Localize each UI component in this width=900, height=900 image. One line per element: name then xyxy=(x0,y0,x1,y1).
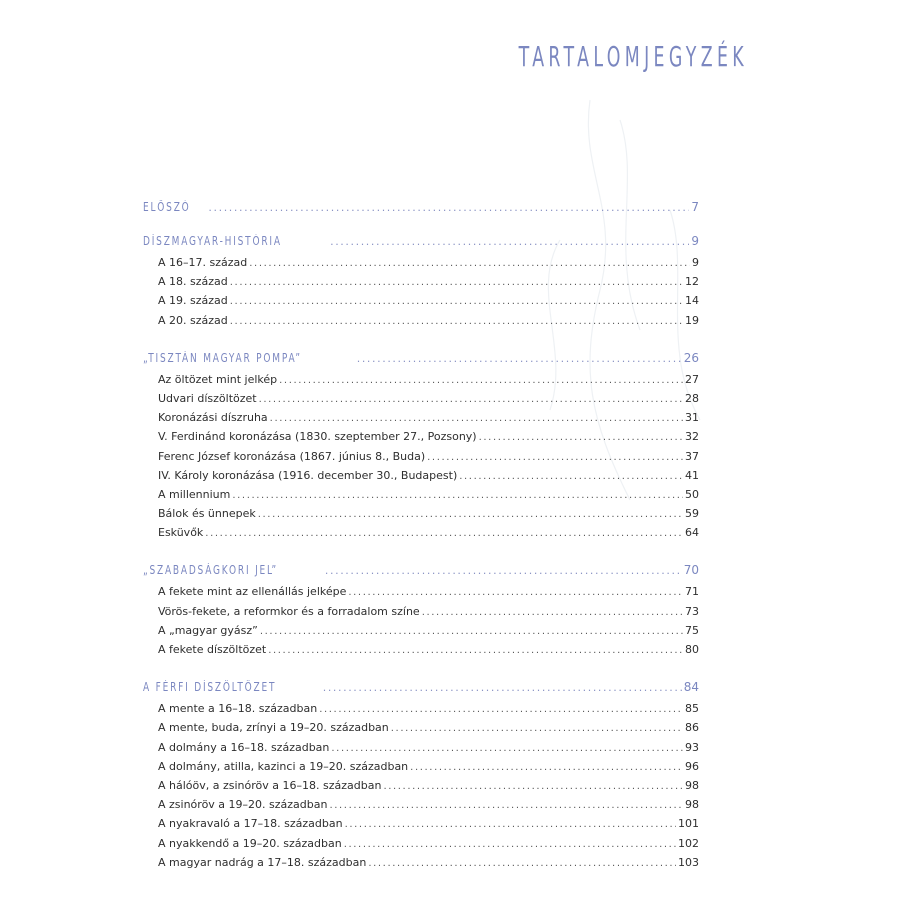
section-title: IV. Károly koronázása (1916. december 30., Budapest) xyxy=(158,468,458,482)
toc-section-row[interactable] xyxy=(143,798,699,817)
chapter-title: A FÉRFI DÍSZÖLTÖZET xyxy=(143,680,277,695)
toc-section-row[interactable] xyxy=(143,411,699,430)
section-page-number: 96 xyxy=(685,759,699,773)
section-page-number: 32 xyxy=(685,430,699,444)
dot-leader xyxy=(268,645,683,656)
chapter-sections xyxy=(143,256,699,333)
section-title: A „magyar gyász” xyxy=(158,623,258,637)
chapter-page-number: 7 xyxy=(691,200,699,214)
toc-chapter-row[interactable] xyxy=(143,200,699,216)
section-page-number: 27 xyxy=(685,372,699,386)
dot-leader xyxy=(383,781,683,792)
chapter-page-number: 84 xyxy=(683,680,699,695)
chapter-page-number: 9 xyxy=(691,234,699,248)
toc-section-row[interactable] xyxy=(143,837,699,856)
section-title: Koronázási díszruha xyxy=(158,411,268,425)
section-page-number: 37 xyxy=(685,449,699,463)
section-page-number: 28 xyxy=(685,391,699,405)
toc-section-row[interactable] xyxy=(143,526,699,545)
page-title: TARTALOMJEGYZÉK xyxy=(518,40,748,73)
toc-section-row[interactable] xyxy=(143,488,699,507)
section-title: Udvari díszöltözet xyxy=(158,391,257,405)
dot-leader xyxy=(368,858,676,869)
toc-section-row[interactable] xyxy=(143,856,699,875)
section-title: A 18. század xyxy=(158,275,228,289)
dot-leader xyxy=(459,471,683,482)
dot-leader xyxy=(422,607,683,618)
dot-leader xyxy=(232,490,683,501)
toc-section-row[interactable] xyxy=(143,392,699,411)
section-page-number: 59 xyxy=(685,507,699,521)
dot-leader xyxy=(329,800,683,811)
toc-chapter-row[interactable] xyxy=(143,351,699,367)
dot-leader xyxy=(348,587,683,598)
dot-leader xyxy=(270,413,683,424)
section-page-number: 85 xyxy=(685,702,699,716)
toc-section-row[interactable] xyxy=(143,585,699,604)
toc-section-row[interactable] xyxy=(143,469,699,488)
section-page-number: 14 xyxy=(685,294,699,308)
dot-leader xyxy=(331,743,683,754)
toc-section-row[interactable] xyxy=(143,741,699,760)
section-page-number: 98 xyxy=(685,798,699,812)
section-title: A mente, buda, zrínyi a 19–20. században xyxy=(158,721,389,735)
section-title: A hálóöv, a zsinóröv a 16–18. században xyxy=(158,778,382,792)
section-title: Esküvők xyxy=(158,526,204,540)
section-title: A magyar nadrág a 17–18. században xyxy=(158,855,367,869)
chapter-title: DÍSZMAGYAR-HISTÓRIA xyxy=(143,234,282,248)
section-title: A 20. század xyxy=(158,313,228,327)
section-title: V. Ferdinánd koronázása (1830. szeptember 27., Pozsony) xyxy=(158,430,477,444)
dot-leader xyxy=(230,316,683,327)
dot-leader xyxy=(319,704,683,715)
section-page-number: 31 xyxy=(685,411,699,425)
toc-section-row[interactable] xyxy=(143,256,699,275)
dot-leader xyxy=(258,509,683,520)
section-page-number: 73 xyxy=(685,604,699,618)
section-title: A zsinóröv a 19–20. században xyxy=(158,798,328,812)
toc-section-row[interactable] xyxy=(143,430,699,449)
chapter-title: „SZABADSÁGKORI JEL” xyxy=(143,563,278,578)
section-title: A fekete díszöltözet xyxy=(158,643,267,656)
section-title: A mente a 16–18. században xyxy=(158,702,318,716)
dot-leader xyxy=(205,528,683,539)
toc-section-row[interactable] xyxy=(143,450,699,469)
toc-section-row[interactable] xyxy=(143,294,699,313)
dot-leader xyxy=(208,201,689,214)
section-title: Bálok és ünnepek xyxy=(158,507,256,521)
section-page-number: 12 xyxy=(685,275,699,289)
section-page-number: 64 xyxy=(685,526,699,540)
chapter-sections xyxy=(143,585,699,662)
dot-leader xyxy=(427,452,683,463)
table-of-contents xyxy=(143,200,699,875)
toc-section-row[interactable] xyxy=(143,605,699,624)
dot-leader xyxy=(357,352,682,365)
section-page-number: 9 xyxy=(692,256,699,269)
toc-chapter-row[interactable] xyxy=(143,563,699,579)
toc-section-row[interactable] xyxy=(143,373,699,392)
dot-leader xyxy=(345,819,676,830)
chapter-title: ELŐSZÓ xyxy=(143,200,191,214)
section-title: A 16–17. század xyxy=(158,256,248,269)
chapter-title: „TISZTÁN MAGYAR POMPA” xyxy=(143,350,302,365)
dot-leader xyxy=(230,296,683,307)
toc-section-row[interactable] xyxy=(143,760,699,779)
toc-section-row[interactable] xyxy=(143,702,699,721)
chapter-sections xyxy=(143,373,699,546)
section-page-number: 19 xyxy=(685,313,699,327)
section-title: A millennium xyxy=(158,487,231,501)
section-page-number: 86 xyxy=(685,721,699,735)
dot-leader xyxy=(323,681,682,694)
dot-leader xyxy=(230,277,683,288)
dot-leader xyxy=(259,394,683,405)
toc-section-row[interactable] xyxy=(143,314,699,333)
chapter-sections xyxy=(143,702,699,875)
toc-section-row[interactable] xyxy=(143,507,699,526)
chapter-page-number: 26 xyxy=(683,350,699,365)
section-page-number: 50 xyxy=(685,487,699,501)
toc-section-row[interactable] xyxy=(143,643,699,662)
section-page-number: 80 xyxy=(685,643,699,656)
section-page-number: 98 xyxy=(685,778,699,792)
dot-leader xyxy=(330,235,689,248)
dot-leader xyxy=(279,375,683,386)
toc-section-row[interactable] xyxy=(143,779,699,798)
dot-leader xyxy=(410,762,683,773)
section-page-number: 71 xyxy=(685,585,699,599)
dot-leader xyxy=(249,258,690,269)
section-title: A dolmány a 16–18. században xyxy=(158,740,330,754)
section-title: Ferenc József koronázása (1867. június 8., Buda) xyxy=(158,449,426,463)
toc-section-row[interactable] xyxy=(143,817,699,836)
section-title: Az öltözet mint jelkép xyxy=(158,372,278,386)
section-page-number: 103 xyxy=(678,855,699,869)
section-title: A nyakkendő a 19–20. században xyxy=(158,836,342,850)
toc-chapter-row[interactable] xyxy=(143,680,699,696)
section-title: A 19. század xyxy=(158,294,228,308)
section-page-number: 101 xyxy=(678,817,699,831)
section-title: A dolmány, atilla, kazinci a 19–20. században xyxy=(158,759,409,773)
chapter-page-number: 70 xyxy=(683,563,699,578)
section-page-number: 102 xyxy=(678,836,699,850)
section-page-number: 41 xyxy=(685,468,699,482)
dot-leader xyxy=(325,564,682,577)
dot-leader xyxy=(391,723,683,734)
dot-leader xyxy=(260,626,683,637)
toc-section-row[interactable] xyxy=(143,721,699,740)
dot-leader xyxy=(344,839,676,850)
toc-section-row[interactable] xyxy=(143,624,699,643)
section-page-number: 75 xyxy=(685,623,699,637)
toc-section-row[interactable] xyxy=(143,275,699,294)
dot-leader xyxy=(479,432,683,443)
section-title: A fekete mint az ellenállás jelképe xyxy=(158,585,347,599)
section-title: Vörös-fekete, a reformkor és a forradalom színe xyxy=(158,604,420,618)
section-title: A nyakravaló a 17–18. században xyxy=(158,817,343,831)
section-page-number: 93 xyxy=(685,740,699,754)
toc-chapter-row[interactable] xyxy=(143,234,699,250)
